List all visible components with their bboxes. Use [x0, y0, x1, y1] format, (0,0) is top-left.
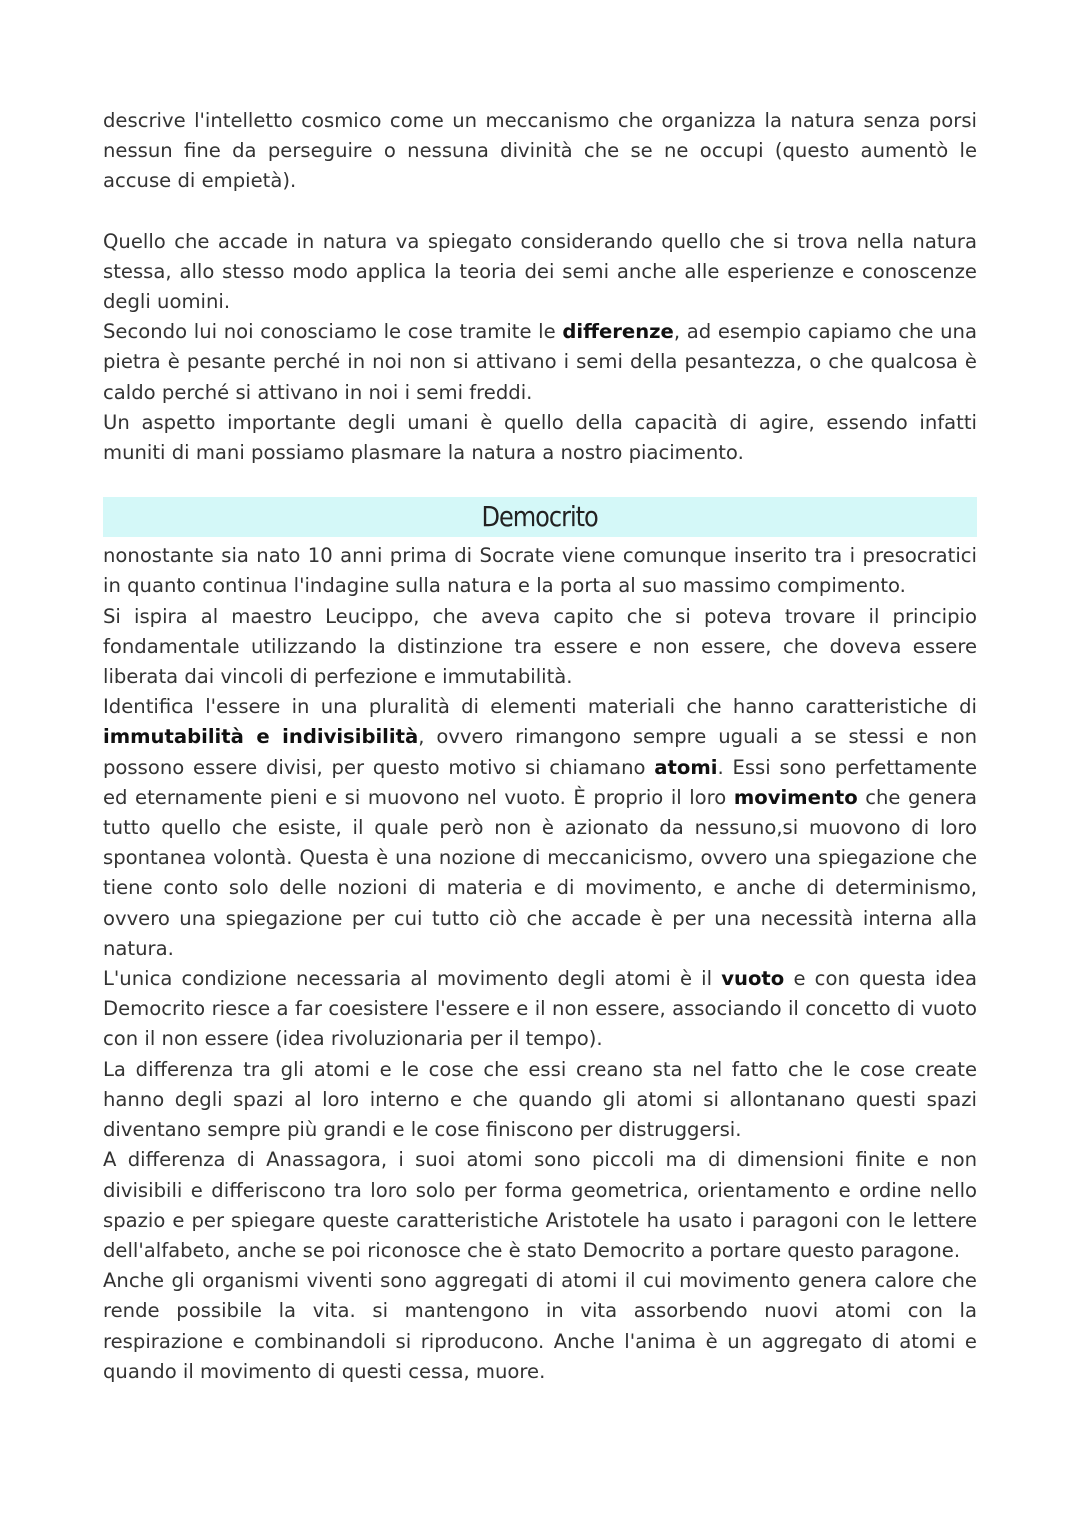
d-p3-text-c: , ovvero rimangono sempre uguali a se stessi e non possono essere divisi, per questo motivo si chiamano — [103, 725, 977, 779]
democrito-paragraph-3 — [103, 692, 977, 964]
democrito-paragraph-6: A differenza di Anassagora, i suoi atomi sono piccoli ma di dimensioni finite e non divisibili e differiscono tra loro solo per forma geometrica, orientamento e ordine nello spazio e per spiegare queste caratteristiche Aristotele ha usato i paragoni con le lettere dell'alfabeto, anche se poi riconosce che è stato Democrito a portare questo paragone. — [103, 1148, 977, 1262]
d-p3-text-e: . Essi sono perfettamente ed eternamente pieni e si muovono nel vuoto. È proprio il loro — [103, 755, 978, 809]
intro-p3-text-c: , ad esempio capiamo che una pietra è pesante perché in noi non si attivano i semi della pesantezza, o che qualcosa è caldo perché si attivano in noi i semi freddi. — [103, 320, 977, 404]
d-p3-text-a: Identifica l'essere in una pluralità di elementi materiali che hanno caratteristiche di — [103, 695, 977, 719]
intro-paragraph-3 — [103, 317, 977, 408]
section-heading-band — [103, 497, 977, 537]
democrito-paragraph-1: nonostante sia nato 10 anni prima di Socrate viene comunque inserito tra i presocratici in quanto continua l'indagine sulla natura e la porta al suo massimo compimento. — [103, 544, 977, 598]
section-title: Democrito — [481, 500, 599, 534]
term-differenze: differenze — [562, 320, 674, 344]
intro-paragraph-2: Quello che accade in natura va spiegato considerando quello che si trova nella natura stessa, allo stesso modo applica la teoria dei semi anche alle esperienze e conoscenze degli uomini. — [103, 229, 977, 314]
democrito-paragraph-2: Si ispira al maestro Leucippo, che aveva capito che si poteva trovare il principio fondamentale utilizzando la distinzione tra essere e non essere, che doveva essere liberata dai vincoli di perfezione e immutabilità. — [103, 604, 977, 689]
term-vuoto: vuoto — [721, 967, 785, 991]
intro-paragraph-1: descrive l'intelletto cosmico come un meccanismo che organizza la natura senza porsi nessun fine da perseguire o nessuna divinità che se ne occupi (questo aumentò le accuse di empietà). — [103, 109, 977, 193]
term-atomi: atomi — [654, 755, 718, 779]
democrito-paragraph-7: Anche gli organismi viventi sono aggregati di atomi il cui movimento genera calore che rende possibile la vita. si mantengono in vita assorbendo nuovi atomi con la respirazione e combinandoli si riproducono. Anche l'anima è un aggregato di atomi e quando il movimento di questi cessa, muore. — [103, 1269, 977, 1383]
democrito-paragraph-4 — [103, 964, 977, 1055]
term-movimento: movimento — [733, 785, 858, 809]
intro-p3-text-a: Secondo lui noi conosciamo le cose tramite le — [103, 320, 563, 344]
d-p4-text-c: e con questa idea Democrito riesce a far coesistere l'essere e il non essere, associando il concetto di vuoto con il non essere (idea rivoluzionaria per il tempo). — [103, 967, 977, 1051]
term-immutabilita-indivisibilita: immutabilità e indivisibilità — [103, 725, 419, 749]
d-p3-text-g: che genera tutto quello che esiste, il quale però non è azionato da nessuno,si muovono di loro spontanea volontà. Questa è una nozione di meccanicismo, ovvero una spiegazione che tiene conto solo delle nozioni di materia e di movimento, e anche di determinismo, ovvero una spiegazione per cui tutto ciò che accade è per una necessità interna alla natura. — [103, 785, 978, 960]
d-p4-text-a: L'unica condizione necessaria al movimento degli atomi è il — [103, 967, 722, 991]
document-page — [103, 106, 977, 1387]
democrito-paragraph-5: La differenza tra gli atomi e le cose che essi creano sta nel fatto che le cose create hanno degli spazi al loro interno e che quando gli atomi si allontanano questi spazi diventano sempre più grandi e le cose finiscono per distruggersi. — [103, 1057, 977, 1142]
intro-paragraph-4: Un aspetto importante degli umani è quello della capacità di agire, essendo infatti muniti di mani possiamo plasmare la natura a nostro piacimento. — [103, 410, 977, 465]
